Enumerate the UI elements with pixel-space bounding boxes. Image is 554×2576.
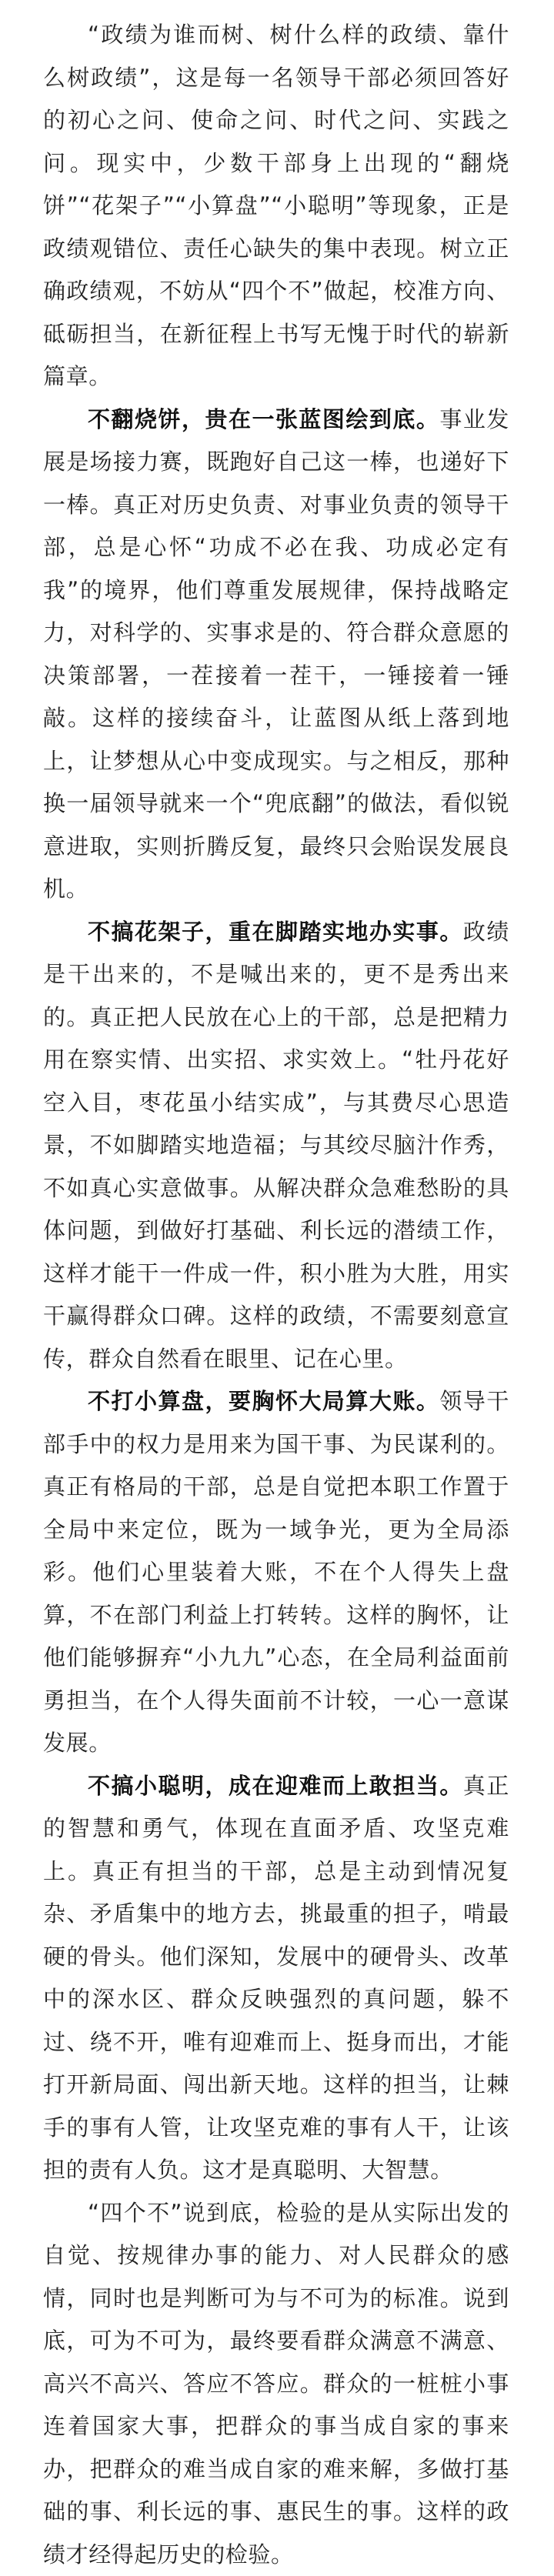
paragraph-lead: 不翻烧饼，贵在一张蓝图绘到底。 [88, 406, 439, 432]
paragraph-lead: 不搞花架子，重在脚踏实地办实事。 [88, 919, 463, 945]
paragraph-text: “政绩为谁而树、树什么样的政绩、靠什么树政绩”，这是每一名领导干部必须回答好的初心之问、使命之问、时代之问、实践之问。现实中，少数干部身上出现的“翻烧饼”“花架子”“小算盘”“小聪明”等现象，正是政绩观错位、责任心缺失的集中表现。树立正确政绩观，不妨从“四个不”做起，校准方向、砥砺担当，在新征程上书写无愧于时代的崭新篇章。 [43, 22, 509, 389]
paragraph-text: 政绩是干出来的，不是喊出来的，更不是秀出来的。真正把人民放在心上的干部，总是把精力用在察实情、出实招、求实效上。“牡丹花好空入目，枣花虽小结实成”，与其费尽心思造景，不如脚踏实地造福；与其绞尽脑汁作秀，不如真心实意做事。从解决群众急难愁盼的具体问题，到做好打基础、利长远的潜绩工作，这样才能干一件成一件，积小胜为大胜，用实干赢得群众口碑。这样的政绩，不需要刻意宣传，群众自然看在眼里、记在心里。 [43, 919, 509, 1372]
paragraph-no-showmanship [43, 911, 509, 1381]
paragraph-lead: 不打小算盘，要胸怀大局算大账。 [88, 1388, 439, 1414]
paragraph-no-flip-flop [43, 399, 509, 911]
paragraph-take-responsibility [43, 1765, 509, 2192]
paragraph-conclusion [43, 2192, 509, 2576]
paragraph-text: 领导干部手中的权力是用来为国干事、为民谋利的。真正有格局的干部，总是自觉把本职工作置于全局中来定位，既为一域争光，更为全局添彩。他们心里装着大账，不在个人得失上盘算，不在部门利益上打转转。这样的胸怀，让他们能够摒弃“小九九”心态，在全局利益面前勇担当，在个人得失面前不计较，一心一意谋发展。 [43, 1388, 509, 1756]
paragraph-big-picture [43, 1380, 509, 1765]
paragraph-text: “四个不”说到底，检验的是从实际出发的自觉、按规律办事的能力、对人民群众的感情，同时也是判断可为与不可为的标准。说到底，可为不可为，最终要看群众满意不满意、高兴不高兴、答应不答应。群众的一桩桩小事连着国家大事，把群众的事当成自家的事来办，把群众的难当成自家的难来解，多做打基础的事、利长远的事、惠民生的事。这样的政绩才经得起历史的检验。 [43, 2200, 509, 2568]
article-body [43, 14, 509, 2576]
paragraph-text: 真正的智慧和勇气，体现在直面矛盾、攻坚克难上。真正有担当的干部，总是主动到情况复杂、矛盾集中的地方去，挑最重的担子，啃最硬的骨头。他们深知，发展中的硬骨头、改革中的深水区、群众反映强烈的真问题，躲不过、绕不开，唯有迎难而上、挺身而出，才能打开新局面、闯出新天地。这样的担当，让棘手的事有人管，让攻坚克难的事有人干，让该担的责有人负。这才是真聪明、大智慧。 [43, 1773, 509, 2184]
paragraph-lead: 不搞小聪明，成在迎难而上敢担当。 [88, 1773, 463, 1799]
paragraph-intro [43, 14, 509, 399]
paragraph-text: 事业发展是场接力赛，既跑好自己这一棒，也递好下一棒。真正对历史负责、对事业负责的领导干部，总是心怀“功成不必在我、功成必定有我”的境界，他们尊重发展规律，保持战略定力，对科学的、实事求是的、符合群众意愿的决策部署，一茬接着一茬干，一锤接着一锤敲。这样的接续奋斗，让蓝图从纸上落到地上，让梦想从心中变成现实。与之相反，那种换一届领导就来一个“兜底翻”的做法，看似锐意进取，实则折腾反复，最终只会贻误发展良机。 [43, 406, 509, 903]
